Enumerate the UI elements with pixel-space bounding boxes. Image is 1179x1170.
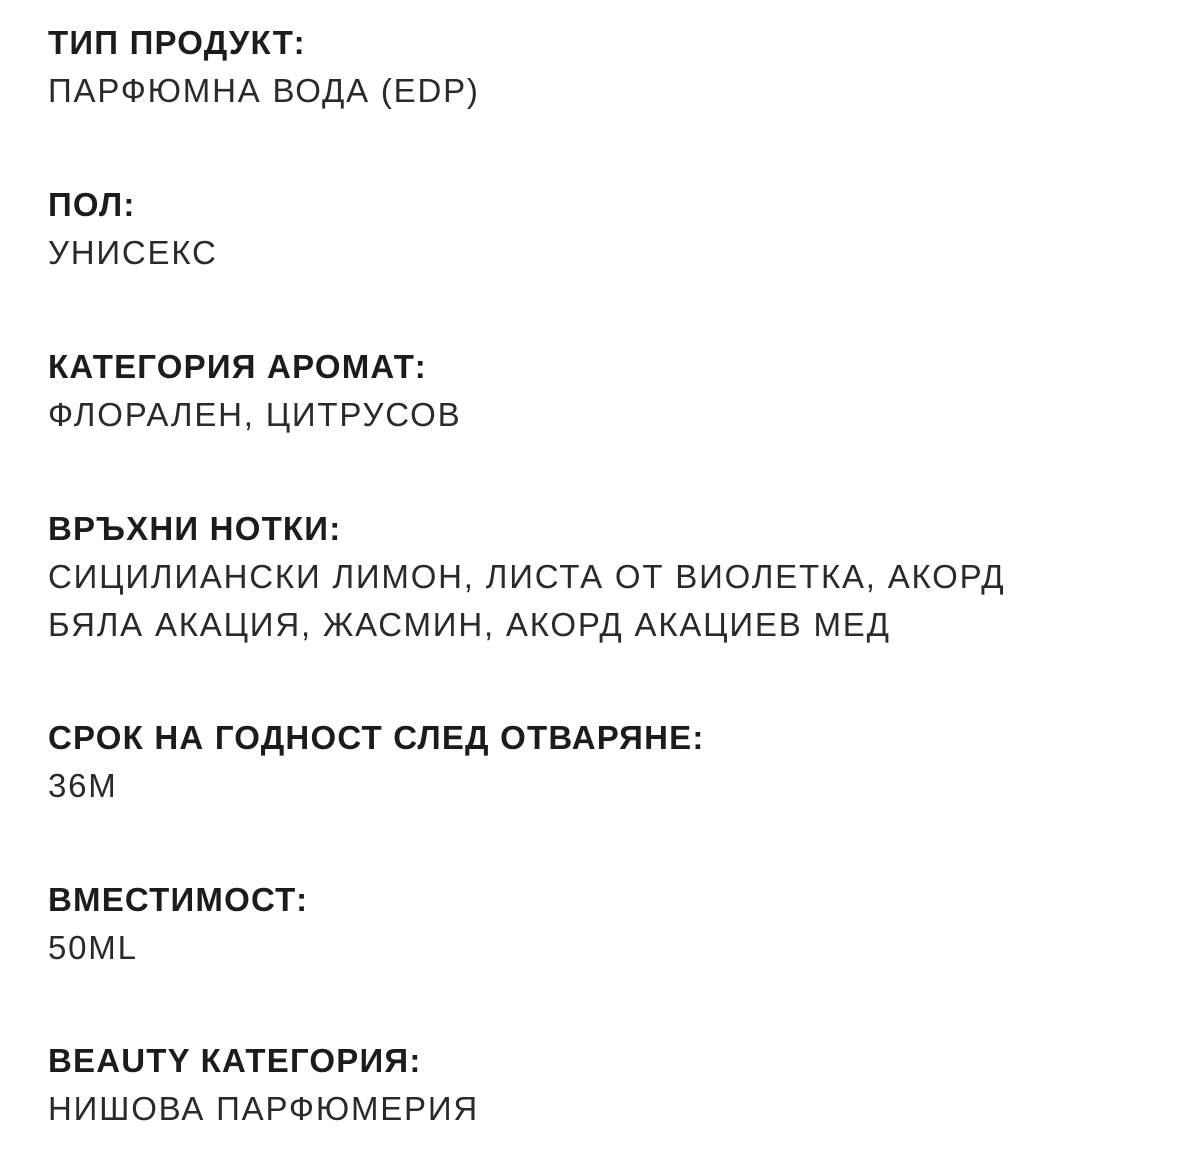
spec-value	[48, 924, 1158, 972]
spec-value	[48, 1085, 1158, 1133]
spec-value-line: ФЛОРАЛЕН, ЦИТРУСОВ	[48, 396, 462, 433]
spec-value-line: УНИСЕКС	[48, 234, 218, 271]
spec-label: BEAUTY КАТЕГОРИЯ:	[48, 1042, 422, 1079]
spec-value	[48, 67, 1158, 115]
spec-value-line: 50ML	[48, 929, 138, 966]
spec-fragrance-category	[48, 343, 1158, 439]
spec-value	[48, 553, 1158, 649]
spec-value-line: ПАРФЮМНА ВОДА (EDP)	[48, 72, 480, 109]
spec-label: КАТЕГОРИЯ АРОМАТ:	[48, 348, 427, 385]
spec-value-line: НИШОВА ПАРФЮМЕРИЯ	[48, 1090, 480, 1127]
spec-shelf-life	[48, 714, 1158, 810]
spec-product-type	[48, 19, 1158, 115]
spec-value-line: 36M	[48, 767, 118, 804]
spec-beauty-category	[48, 1037, 1158, 1133]
spec-value-line: БЯЛА АКАЦИЯ, ЖАСМИН, АКОРД АКАЦИЕВ МЕД	[48, 606, 891, 643]
spec-label: СРОК НА ГОДНОСТ СЛЕД ОТВАРЯНЕ:	[48, 719, 705, 756]
spec-label: ПОЛ:	[48, 186, 136, 223]
spec-value	[48, 229, 1158, 277]
spec-gender	[48, 181, 1158, 277]
spec-label: ВМЕСТИМОСТ:	[48, 881, 309, 918]
spec-label: ТИП ПРОДУКТ:	[48, 24, 306, 61]
spec-value-line: СИЦИЛИАНСКИ ЛИМОН, ЛИСТА ОТ ВИОЛЕТКА, АКОРД	[48, 558, 1006, 595]
spec-volume	[48, 876, 1158, 972]
spec-value	[48, 762, 1158, 810]
spec-label: ВРЪХНИ НОТКИ:	[48, 510, 342, 547]
spec-value	[48, 391, 1158, 439]
spec-top-notes	[48, 505, 1158, 649]
